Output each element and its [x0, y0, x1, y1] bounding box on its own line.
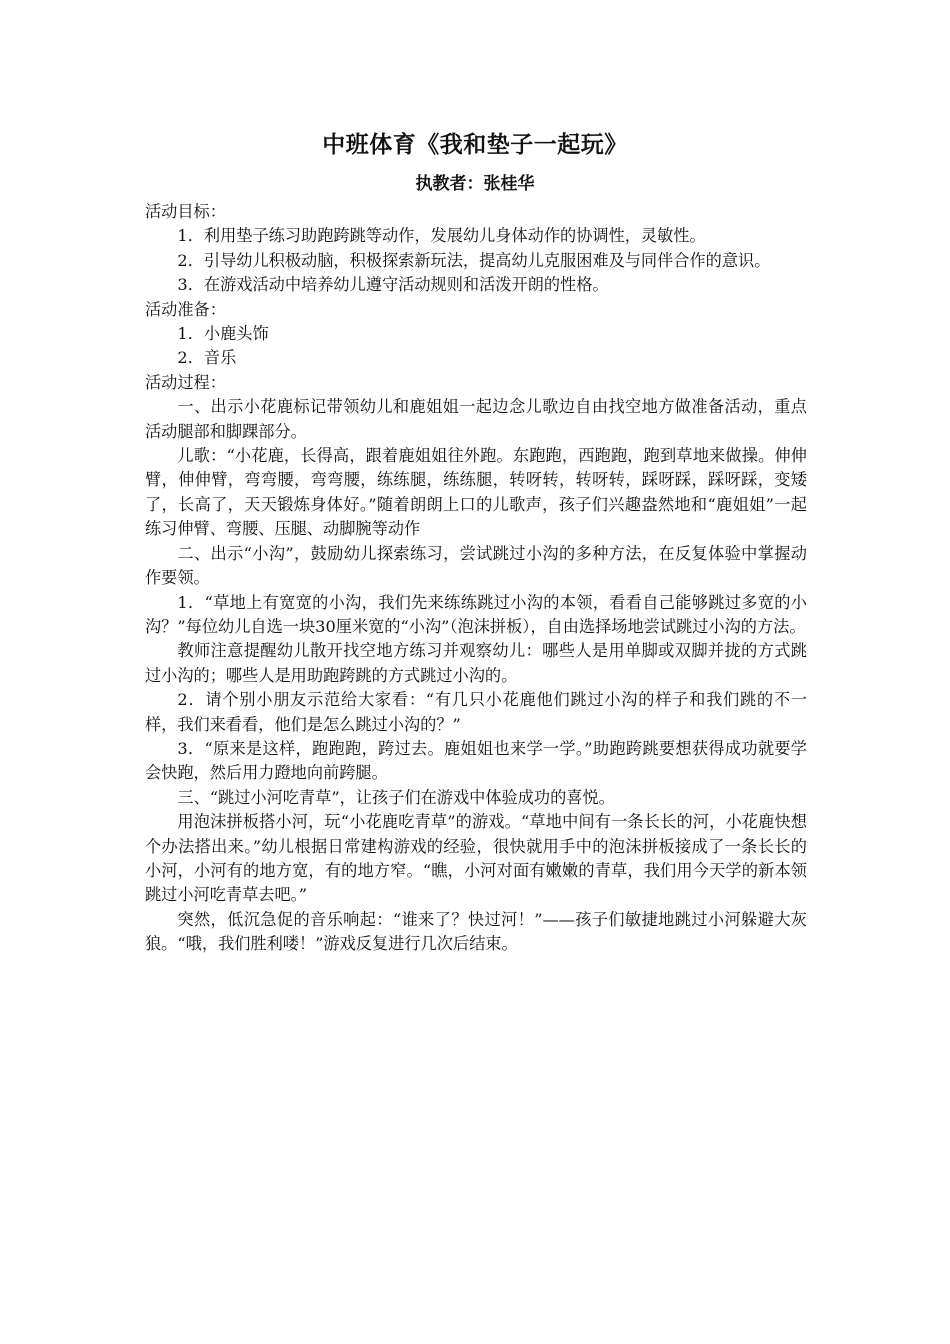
- document-author: 执教者：张桂华: [415, 174, 535, 194]
- paragraph: 1．“草地上有宽宽的小沟，我们先来练练跳过小沟的本领，看看自己能够跳过多宽的小沟？”每位幼儿自选一块30厘米宽的“小沟”（泡沫拼板），自由选择场地尝试跳过小沟的方法。: [145, 592, 807, 636]
- paragraph: 一、出示小花鹿标记带领幼儿和鹿姐姐一起边念儿歌边自由找空地方做准备活动，重点活动腿部和脚踝部分。: [145, 397, 807, 441]
- section-heading: 活动目标：: [145, 202, 226, 221]
- paragraph: 三、“跳过小河吃青草”，让孩子们在游戏中体验成功的喜悦。: [177, 787, 615, 807]
- paragraph: 3．“原来是这样，跑跑跑，跨过去。鹿姐姐也来学一学。”助跑跨跳要想获得成功就要学会快跑，然后用力蹬地向前跨腿。: [145, 738, 807, 783]
- document-title: 中班体育《我和垫子一起玩》: [322, 132, 628, 158]
- paragraph: 1．利用垫子练习助跑跨跳等动作，发展幼儿身体动作的协调性，灵敏性。: [177, 226, 706, 246]
- paragraph: 教师注意提醒幼儿散开找空地方练习并观察幼儿：哪些人是用单脚或双脚并拢的方式跳过小沟的；哪些人是用助跑跨跳的方式跳过小沟的。: [145, 641, 807, 685]
- paragraph: 2．音乐: [177, 348, 237, 368]
- section-heading: 活动过程：: [145, 372, 226, 392]
- paragraph: 用泡沫拼板搭小河，玩“小花鹿吃青草”的游戏。“草地中间有一条长长的河，小花鹿快想个办法搭出来。”幼儿根据日常建构游戏的经验，很快就用手中的泡沫拼板接成了一条长长的小河，小河有的地方宽，有的地方窄。“瞧，小河对面有嫩嫩的青草，我们用今天学的新本领跳过小河吃青草去吧。”: [145, 812, 807, 905]
- section-heading: 活动准备：: [145, 299, 226, 319]
- paragraph: 儿歌：“小花鹿，长得高，跟着鹿姐姐往外跑。东跑跑，西跑跑，跑到草地来做操。伸伸臂，伸伸臂，弯弯腰，弯弯腰，练练腿，练练腿，转呀转，转呀转，踩呀踩，踩呀踩，变矮了，长高了，天天锻炼身体好。”随着朗朗上口的儿歌声，孩子们兴趣盎然地和“鹿姐姐”一起练习伸臂、弯腰、压腿、动脚腕等动作: [145, 446, 807, 539]
- paragraph: 2．请个别小朋友示范给大家看：“有几只小花鹿他们跳过小沟的样子和我们跳的不一样，我们来看看，他们是怎么跳过小沟的？”: [145, 690, 807, 734]
- paragraph: 2．引导幼儿积极动脑，积极探索新玩法，提高幼儿克服困难及与同伴合作的意识。: [177, 250, 771, 270]
- document-body: [145, 200, 807, 957]
- paragraph: 二、出示“小沟”，鼓励幼儿探索练习，尝试跳过小沟的多种方法，在反复体验中掌握动作要领。: [145, 543, 807, 588]
- paragraph: 1．小鹿头饰: [177, 324, 269, 344]
- paragraph: 突然，低沉急促的音乐响起：“谁来了？快过河！”——孩子们敏捷地跳过小河躲避大灰狼。“哦，我们胜利喽！”游戏反复进行几次后结束。: [145, 909, 807, 954]
- paragraph: 3．在游戏活动中培养幼儿遵守活动规则和活泼开朗的性格。: [177, 275, 609, 295]
